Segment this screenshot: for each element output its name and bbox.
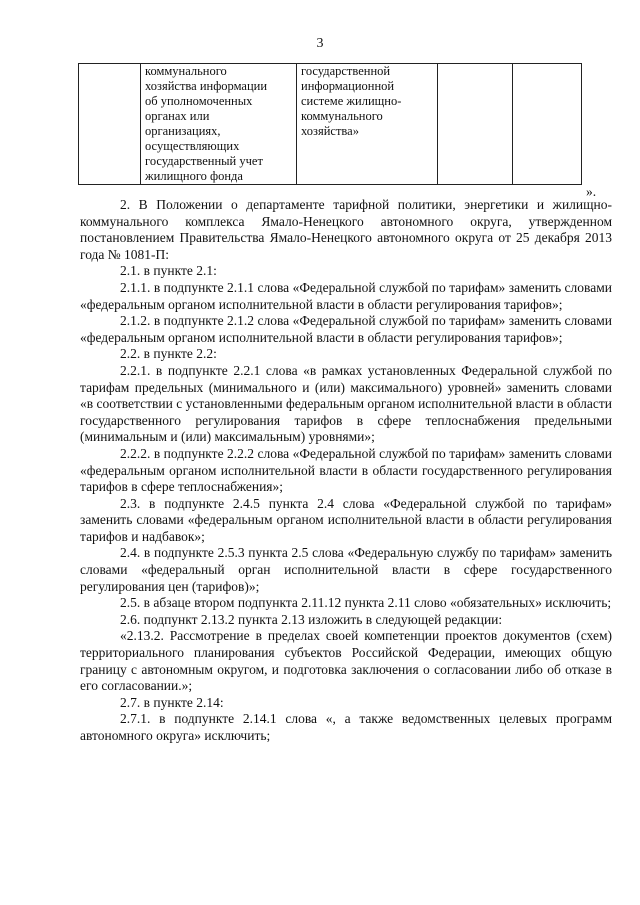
table-row xyxy=(79,64,582,185)
paragraph: 2. В Положении о департаменте тарифной политики, энергетики и жилищно-коммунального комплекса Ямало-Ненецкого автономного округа, утвержденном постановлением Правительства Ямало-Ненецкого автономного округа от 25 декабря 2013 года № 1081-П: xyxy=(80,197,612,262)
paragraph: 2.2.2. в подпункте 2.2.2 слова «Федеральной службой по тарифам» заменить словами «федеральным органом исполнительной власти в области государственного регулирования тарифов в сфере теплоснабжения»; xyxy=(80,445,612,495)
paragraph: «2.13.2. Рассмотрение в пределах своей компетенции проектов документов (схем) территориального планирования субъектов Российской Федерации, имеющих общую границу с автономным округом, и подготовка заключения о согласовании либо об отказе в его согласовании.»; xyxy=(80,628,612,694)
table-cell-info-system xyxy=(297,64,438,185)
paragraph: 2.7. в пункте 2.14: xyxy=(120,694,224,710)
cell-line: системе жилищно- xyxy=(301,94,402,108)
table-cell-info-description xyxy=(141,64,297,185)
table-cell-empty-4 xyxy=(438,64,513,185)
cell-line: жилищного фонда xyxy=(145,169,243,183)
paragraph: 2.3. в подпункте 2.4.5 пункта 2.4 слова «Федеральной службой по тарифам» заменить словами «федеральным органом исполнительной власти в области регулирования тарифов и надбавок»; xyxy=(80,495,612,544)
cell-line: об уполномоченных xyxy=(145,94,253,108)
closing-quote: ». xyxy=(586,184,597,199)
paragraph: 2.1.1. в подпункте 2.1.1 слова «Федеральной службой по тарифам» заменить словами «федеральным органом исполнительной власти в области регулирования тарифов»; xyxy=(80,279,612,312)
paragraph: 2.2.1. в подпункте 2.2.1 слова «в рамках установленных Федеральной службой по тарифам предельных (минимального и (или) максимального) уровней» заменить словами «в соответствии с установленными федеральным органом исполнительной власти в области государственного регулирования тарифов в сфере теплоснабжения предельными (минимальным и (или) максимальным) уровнями»; xyxy=(80,362,612,445)
cell-line: коммунального xyxy=(145,64,227,78)
paragraph: 2.6. подпункт 2.13.2 пункта 2.13 изложить в следующей редакции: xyxy=(120,611,503,627)
cell-line: хозяйства» xyxy=(301,124,359,138)
cell-line: организациях, xyxy=(145,124,221,138)
paragraph: 2.1.2. в подпункте 2.1.2 слова «Федеральной службой по тарифам» заменить словами «федеральным органом исполнительной власти в области регулирования тарифов»; xyxy=(80,313,612,345)
paragraph: 2.5. в абзаце втором подпункта 2.11.12 пункта 2.11 слово «обязательных» исключить; xyxy=(120,595,612,611)
paragraph: 2.7.1. в подпункте 2.14.1 слова «, а также ведомственных целевых программ автономного округа» исключить; xyxy=(80,711,612,743)
paragraph: 2.2. в пункте 2.2: xyxy=(120,346,217,362)
paragraph: 2.4. в подпункте 2.5.3 пункта 2.5 слова «Федеральную службу по тарифам» заменить словами «федеральный орган исполнительной власти в сфере государственного регулирования цен (тарифов)»; xyxy=(80,545,612,594)
cell-line: государственный учет xyxy=(145,154,263,168)
document-body xyxy=(80,197,612,745)
cell-line: хозяйства информации xyxy=(145,79,268,93)
cell-line: информационной xyxy=(301,79,395,93)
page-number: 3 xyxy=(316,36,324,51)
cell-line: органах или xyxy=(145,109,210,123)
table-cell-empty-1 xyxy=(79,64,141,185)
paragraph: 2.1. в пункте 2.1: xyxy=(120,263,217,279)
cell-line: коммунального xyxy=(301,109,383,123)
continued-table xyxy=(78,63,582,185)
cell-line: государственной xyxy=(301,64,391,78)
table-cell-empty-5 xyxy=(513,64,582,185)
cell-line: осуществляющих xyxy=(145,139,240,153)
